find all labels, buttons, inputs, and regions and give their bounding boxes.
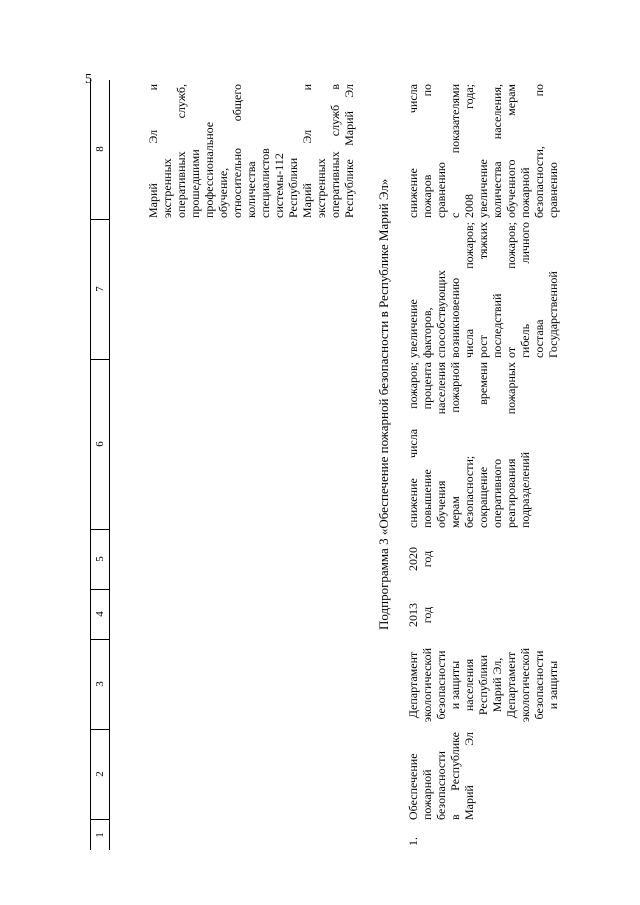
row1-consequences-cell: увеличение факторов, способствующих возникновению числа пожаров; рост тяжких последствий от пожаров; гибель личного состава Государственной xyxy=(406,222,560,358)
row1-indicators-cell: снижение числа пожаров по сравнению с показателями 2008 года; увеличение количества населения, обученного мерам пожарной безопасности, по сравнению xyxy=(406,84,560,218)
rotated-table-page xyxy=(70,70,630,850)
header-col-7: 7 xyxy=(91,219,109,360)
header-col-3: 3 xyxy=(91,639,109,730)
header-col-2: 2 xyxy=(91,729,109,820)
header-col-1: 1 xyxy=(94,832,106,838)
continuation-col8-cell: Марий Эл и экстренных оперативных служб, прошедшими профессиональное обучение, относительно общего количества специалистов системы-112 Республики Марий Эл и экстренных оперативных служб в Республике Марий Эл xyxy=(146,84,356,218)
subprogram-title: Подпрограмма 3 «Обеспечение пожарной безопасности в Республике Марий Эл» xyxy=(376,178,391,630)
header-col-5: 5 xyxy=(91,529,109,590)
row1-name-cell: Обеспечение пожарной безопасности в Республике Марий Эл xyxy=(406,732,476,820)
row1-expected-result-cell: снижение числа пожаров; повышение процента обучения населения мерам пожарной безопасности; сокращение времени оперативного реагирования пожарных подразделений xyxy=(406,362,532,528)
page-number: 5 xyxy=(85,72,92,87)
table-header-row xyxy=(90,80,110,850)
header-col-4: 4 xyxy=(91,589,109,640)
row1-executor-cell: Департамент экологической безопасности и защиты населения Республики Марий Эл, Департамент экологической безопасности и защиты xyxy=(406,647,560,723)
header-col-8: 8 xyxy=(91,79,109,220)
header-col-6: 6 xyxy=(91,359,109,530)
row1-start-year-cell: 2013 год xyxy=(406,603,434,627)
row1-end-year-cell: 2020 год xyxy=(406,547,434,571)
row1-number: 1. xyxy=(406,837,420,846)
